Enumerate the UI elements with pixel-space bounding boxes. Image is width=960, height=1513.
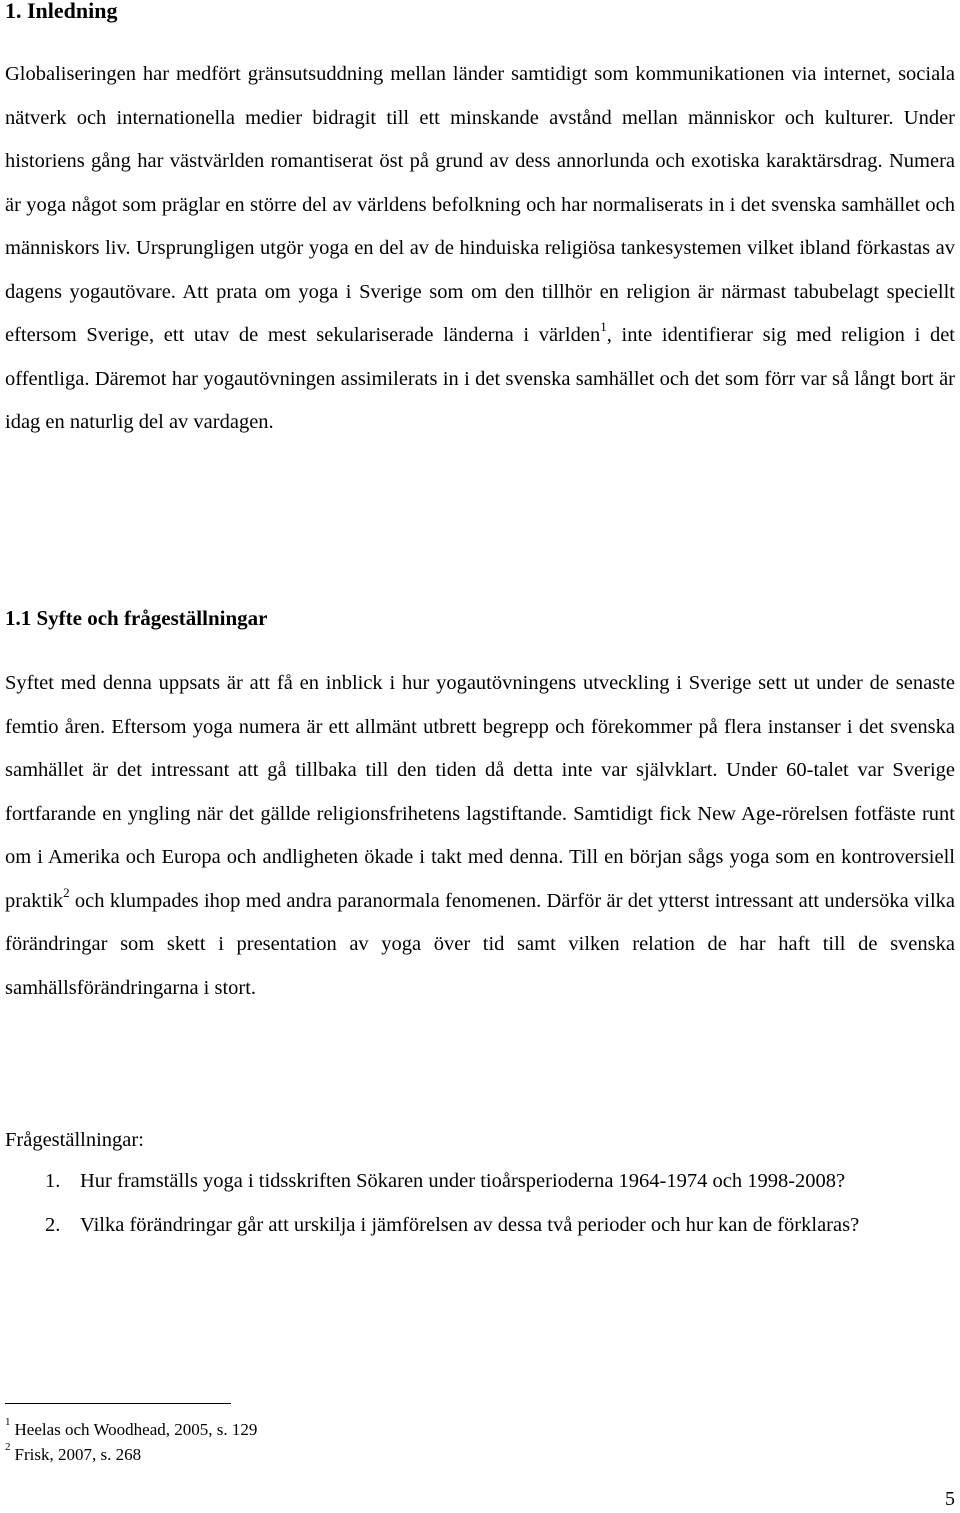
list-item-number: 2. — [45, 1213, 61, 1236]
questions-list — [45, 1160, 957, 1247]
paragraph-text: och klumpades ihop med andra paranormala fenomenen. Därför är det ytterst intressant att undersöka vilka förändringar som skett i presentation av yoga över tid samt vilken relation de har haft till de svenska samhällsförändringarna i stort. — [5, 889, 955, 999]
list-item-text: Vilka förändringar går att urskilja i jämförelsen av dessa två perioder och hur kan de förklaras? — [80, 1213, 860, 1236]
footnote-marker: 2 — [5, 1441, 11, 1454]
paragraph-syfte — [5, 662, 955, 1010]
list-item-text: Hur framställs yoga i tidsskriften Sökaren under tioårsperioderna 1964-1974 och 1998-2008? — [80, 1170, 846, 1192]
footnote — [5, 1418, 257, 1442]
footnote — [5, 1443, 141, 1467]
footnote-text: Heelas och Woodhead, 2005, s. 129 — [14, 1420, 258, 1439]
list-item — [45, 1204, 957, 1248]
footnote-divider — [5, 1403, 231, 1404]
list-item-number: 1. — [45, 1170, 61, 1192]
footnote-reference: 2 — [63, 884, 70, 900]
paragraph-text: Syftet med denna uppsats är att få en inblick i hur yogautövningens utveckling i Sverige sett ut under de senaste femtio åren. Eftersom yoga numera är ett allmänt utbrett begrepp och förekommer på flera instanser i det svenska samhället är det intressant att gå tillbaka till den tiden då detta inte var självklart. Under 60-talet var Sverige fortfarande en yngling när det gällde religionsfrihetens lagstiftande. Samtidigt fick New Age-rörelsen fotfäste runt om i Amerika och Europa och andligheten ökade i takt med denna. Till en början sågs yoga som en kontroversiell praktik — [5, 672, 955, 912]
section-heading-inledning: 1. Inledning — [5, 0, 118, 23]
list-item — [45, 1160, 957, 1204]
paragraph-text: Globaliseringen har medfört gränsutsuddning mellan länder samtidigt som kommunikationen via internet, sociala nätverk och internationella medier bidragit till ett minskande avstånd mellan människor och kulturer. Under historiens gång har västvärlden romantiserat öst på grund av dess annorlunda och exotiska karaktärsdrag. Numera är yoga något som präglar en större del av världens befolkning och har normaliserats in i det svenska samhället och människors liv. Ursprungligen utgör yoga en del av de hinduiska religiösa tankesystemen vilket ibland förkastas av dagens yogautövare. Att prata om yoga i Sverige som om den tillhör en religion är närmast tabubelagt speciellt eftersom Sverige, ett utav de mest sekulariserade länderna i världen — [5, 63, 955, 346]
page-number: 5 — [945, 1488, 955, 1510]
paragraph-inledning — [5, 53, 955, 445]
section-heading-syfte: 1.1 Syfte och frågeställningar — [5, 606, 268, 630]
footnote-reference: 1 — [600, 319, 607, 335]
paragraph-text: , inte identifierar sig med religion i det offentliga. Däremot har yogautövningen assimilerats in i det svenska samhället och det som förr var så långt bort är idag en naturlig del av vardagen. — [5, 324, 955, 433]
footnote-marker: 1 — [5, 1416, 11, 1429]
questions-heading: Frågeställningar: — [5, 1129, 144, 1151]
footnote-text: Frisk, 2007, s. 268 — [14, 1445, 142, 1464]
